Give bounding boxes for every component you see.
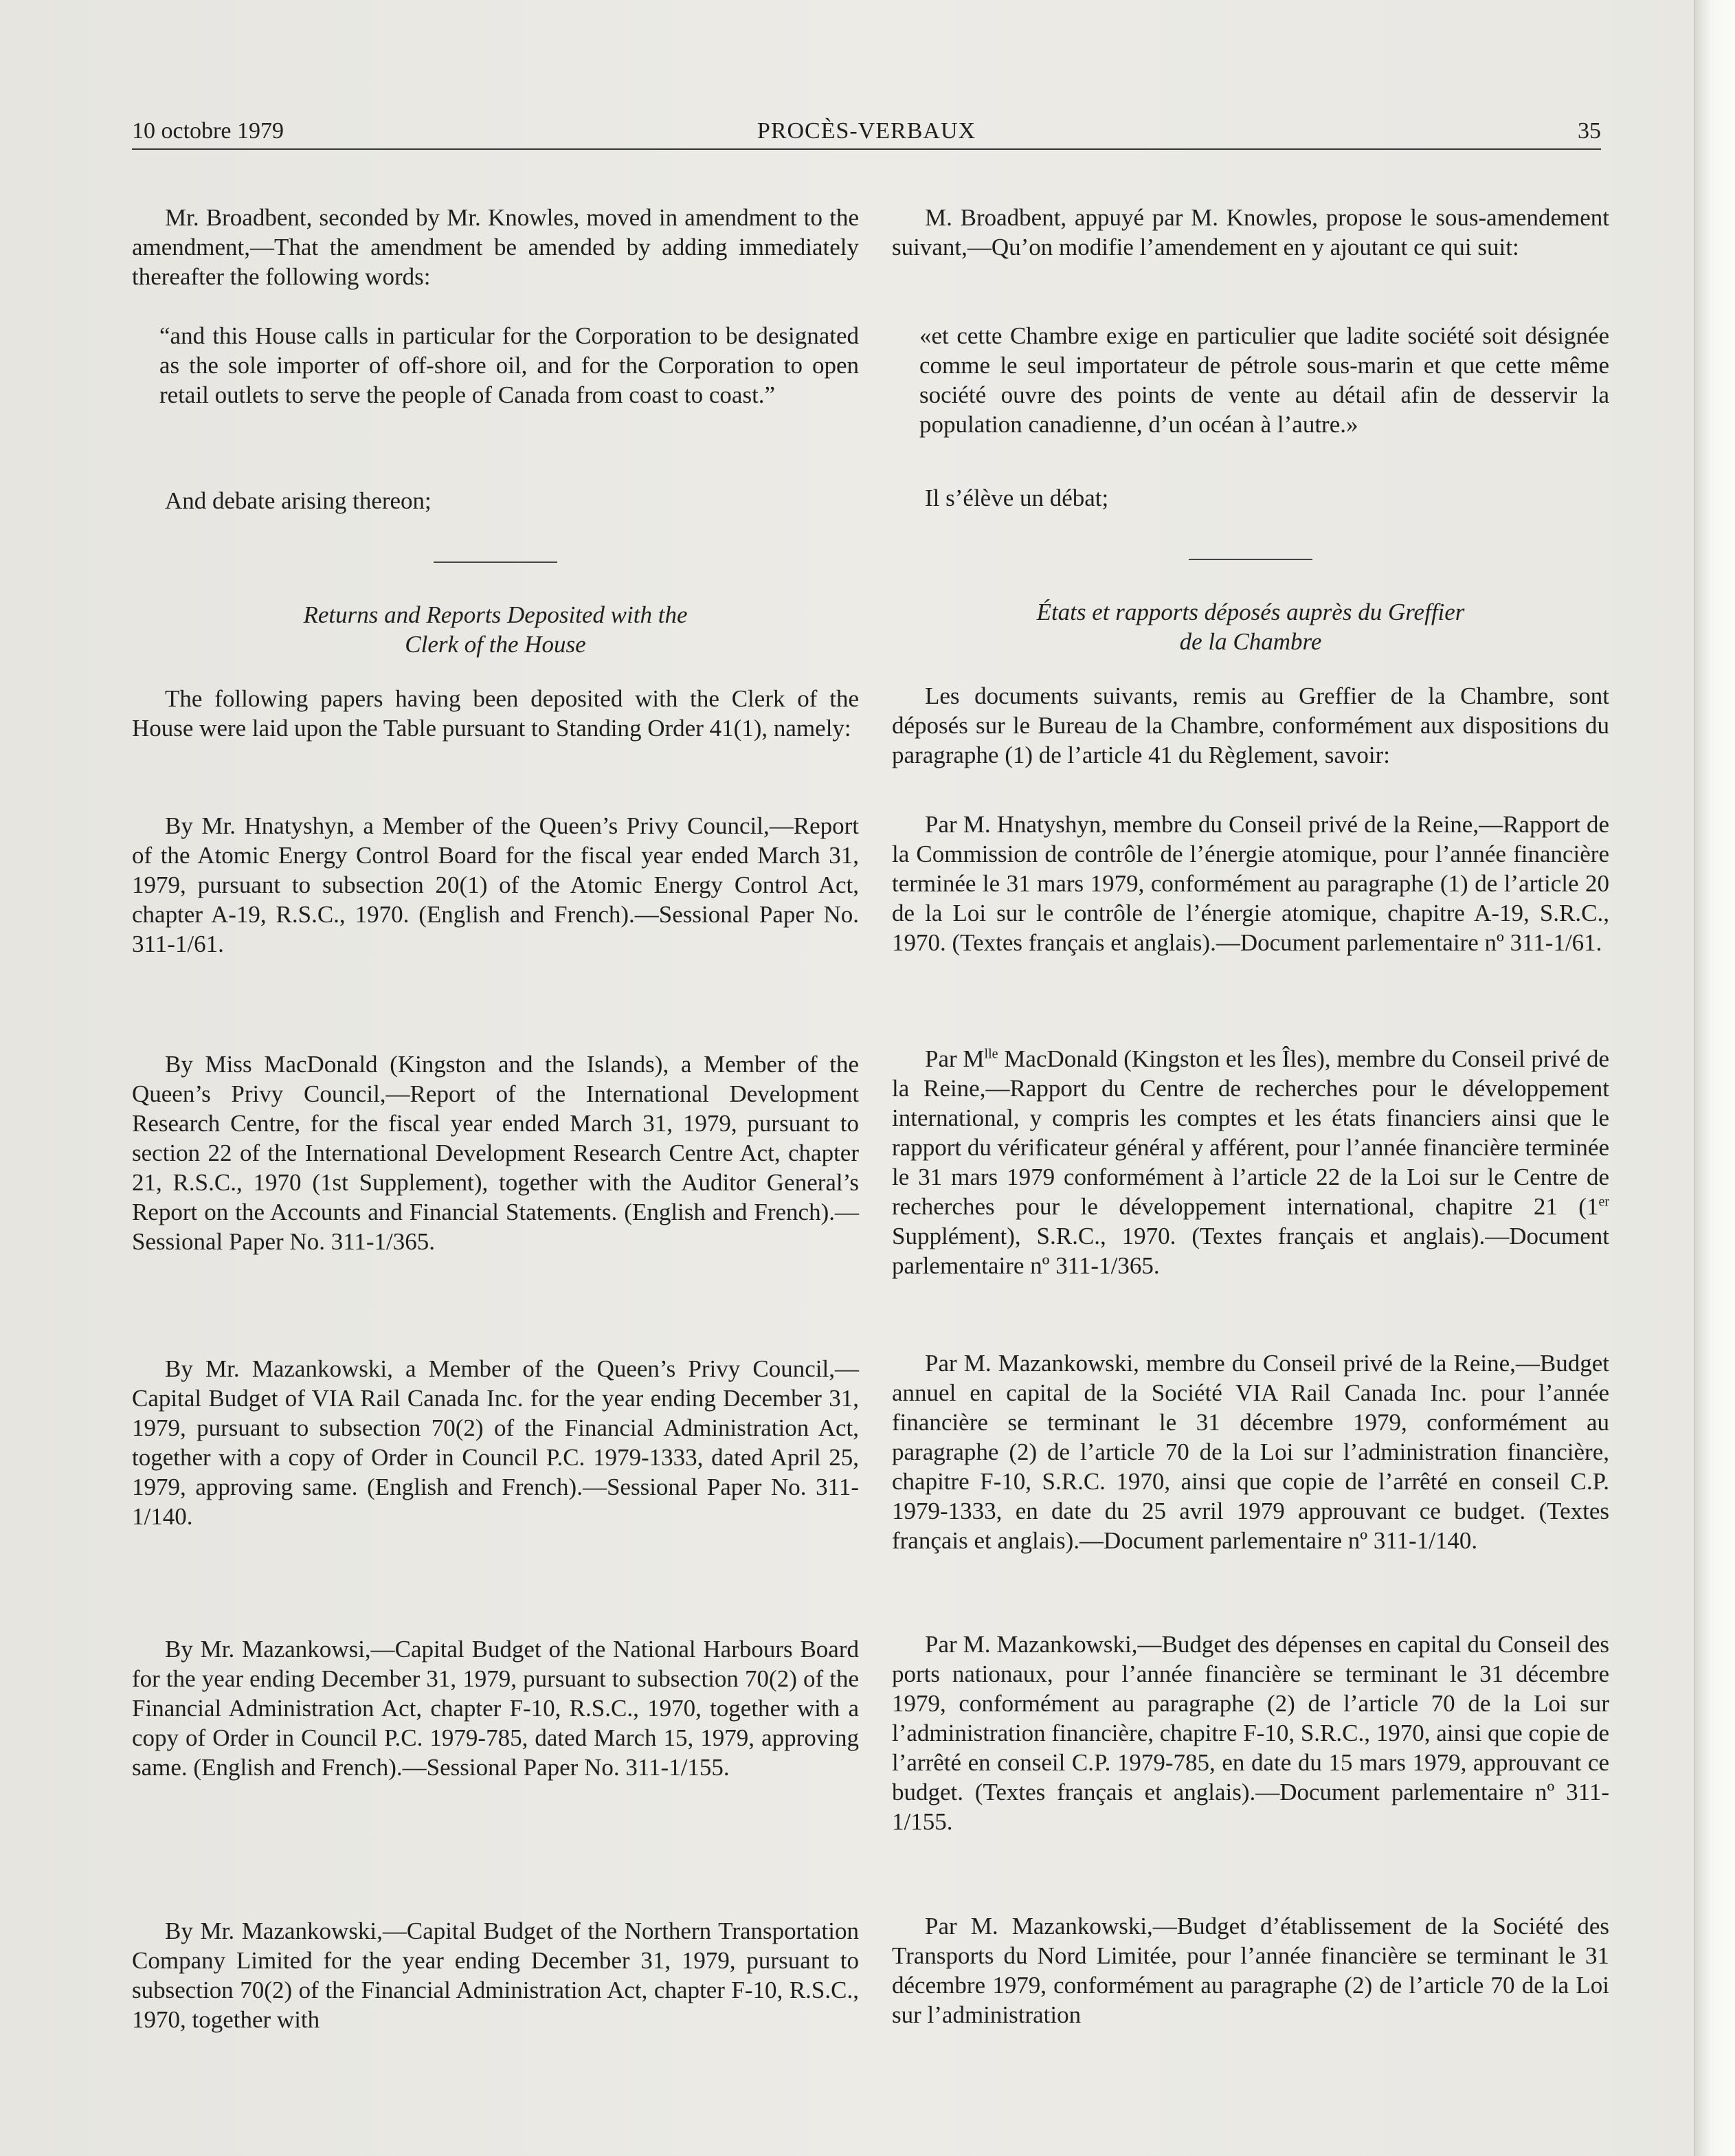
french-heading-line1: États et rapports déposés auprès du Greffier	[1036, 599, 1465, 625]
french-item-4: Par M. Mazankowski,—Budget des dépenses en capital du Conseil des ports nationaux, pour l’année financière se terminant le 31 décembre 1979, conformément au paragraphe (2) de l’article 70 de la Loi sur l’administration financière, chapitre F-10, S.R.C., 1970, ainsi que copie de l’arrêté en conseil C.P. 1979-785, en date du 15 mars 1979, approuvant ce budget. (Textes français et anglais).—Document parlementaire nº 311-1/155.	[892, 1631, 1609, 1835]
french-debate: Il s’élève un débat;	[925, 485, 1109, 511]
english-amendment: Mr. Broadbent, seconded by Mr. Knowles, moved in amendment to the amendment,—That the amendment be amended by adding immediately thereafter the following words:	[132, 204, 859, 290]
page-header	[132, 114, 1601, 150]
french-item-3: Par M. Mazankowski, membre du Conseil privé de la Reine,—Budget annuel en capital de la Société VIA Rail Canada Inc. pour l’année financière se terminant le 31 décembre 1979, conformément au paragraphe (2) de l’article 70 de la Loi sur l’administration financière, chapitre F-10, S.R.C. 1970, ainsi que copie de l’arrêté en conseil C.P. 1979-1333, en date du 25 avril 1979 approuvant ce budget. (Textes français et anglais).—Document parlementaire nº 311-1/140.	[892, 1350, 1609, 1554]
french-item-5: Par M. Mazankowski,—Budget d’établissement de la Société des Transports du Nord Limitée, pour l’année financière se terminant le 31 décembre 1979, conformément au paragraphe (2) de l’article 70 de la Loi sur l’administration	[892, 1913, 1609, 2028]
english-quote: “and this House calls in particular for the Corporation to be designated as the sole importer of off-shore oil, and for the Corporation to open retail outlets to serve the people of Canada from coast to coast.”	[159, 322, 859, 408]
english-heading-line1: Returns and Reports Deposited with the	[303, 601, 688, 628]
english-item-5: By Mr. Mazankowski,—Capital Budget of the Northern Transportation Company Limited for the year ending December 31, 1979, pursuant to subsection 70(2) of the Financial Administration Act, chapter F-10, R.S.C., 1970, together with	[132, 1918, 859, 2033]
french-quote: «et cette Chambre exige en particulier que ladite société soit désignée comme le seul importateur de pétrole sous-marin et que cette même société ouvre des points de vente au détail afin de desservir la population canadienne, d’un océan à l’autre.»	[919, 322, 1609, 438]
english-item-4: By Mr. Mazankowsi,—Capital Budget of the National Harbours Board for the year ending December 31, 1979, pursuant to subsection 70(2) of the Financial Administration Act, chapter F-10, R.S.C., 1970, together with a copy of Order in Council P.C. 1979-785, dated March 15, 1979, approving same. (English and French).—Sessional Paper No. 311-1/155.	[132, 1636, 859, 1781]
french-item-2-text: Supplément), S.R.C., 1970. (Textes français et anglais).—Document parlementaire nº 311-1/365.	[892, 1223, 1609, 1279]
english-debate: And debate arising thereon;	[165, 487, 432, 514]
header-title: PROCÈS-VERBAUX	[757, 118, 976, 144]
section-divider	[434, 562, 557, 563]
french-item-2-text: Par M	[925, 1045, 985, 1072]
english-heading-line2: Clerk of the House	[405, 631, 586, 658]
french-item-2	[892, 1044, 1609, 1280]
superscript: er	[1598, 1194, 1609, 1210]
french-heading-line2: de la Chambre	[1179, 628, 1322, 655]
english-item-2: By Miss MacDonald (Kingston and the Islands), a Member of the Queen’s Privy Council,—Report of the International Development Research Centre, for the fiscal year ended March 31, 1979, pursuant to section 22 of the International Development Research Centre Act, chapter 21, R.S.C., 1970 (1st Supplement), together with the Auditor General’s Report on the Accounts and Financial Statements. (English and French).—Sessional Paper No. 311-1/365.	[132, 1051, 859, 1255]
superscript: lle	[984, 1046, 998, 1062]
page-edge	[1694, 0, 1735, 2156]
english-item-3: By Mr. Mazankowski, a Member of the Queen’s Privy Council,—Capital Budget of VIA Rail Canada Inc. for the year ending December 31, 1979, pursuant to subsection 70(2) of the Financial Administration Act, together with a copy of Order in Council P.C. 1979-1333, dated April 25, 1979, approving same. (English and French).—Sessional Paper No. 311-1/140.	[132, 1355, 859, 1530]
french-item-1: Par M. Hnatyshyn, membre du Conseil privé de la Reine,—Rapport de la Commission de contrôle de l’énergie atomique, pour l’année financière terminée le 31 mars 1979, conformément au paragraphe (1) de l’article 20 de la Loi sur le contrôle de l’énergie atomique, chapitre A-19, S.R.C., 1970. (Textes français et anglais).—Document parlementaire nº 311-1/61.	[892, 811, 1609, 956]
french-intro: Les documents suivants, remis au Greffier de la Chambre, sont déposés sur le Bureau de la Chambre, conformément aux dispositions du paragraphe (1) de l’article 41 du Règlement, savoir:	[892, 682, 1609, 768]
french-amendment: M. Broadbent, appuyé par M. Knowles, propose le sous-amendement suivant,—Qu’on modifie l’amendement en y ajoutant ce qui suit:	[892, 204, 1609, 260]
page-number: 35	[1578, 118, 1601, 144]
section-divider	[1189, 559, 1312, 560]
english-intro: The following papers having been deposited with the Clerk of the House were laid upon the Table pursuant to Standing Order 41(1), namely:	[132, 685, 859, 742]
english-item-1: By Mr. Hnatyshyn, a Member of the Queen’s Privy Council,—Report of the Atomic Energy Control Board for the fiscal year ended March 31, 1979, pursuant to subsection 20(1) of the Atomic Energy Control Act, chapter A-19, R.S.C., 1970. (English and French).—Sessional Paper No. 311-1/61.	[132, 812, 859, 957]
french-item-2-text: MacDonald (Kingston et les Îles), membre du Conseil privé de la Reine,—Rapport du Centre de recherches pour le développement international, y compris les comptes et les états financiers ainsi que le rapport du vérificateur général y afférent, pour l’année financière terminée le 31 mars 1979 conformément à l’article 22 de la Loi sur le Centre de recherches pour le développement international, chapitre 21 (1	[892, 1045, 1610, 1220]
header-date: 10 octobre 1979	[132, 118, 284, 144]
